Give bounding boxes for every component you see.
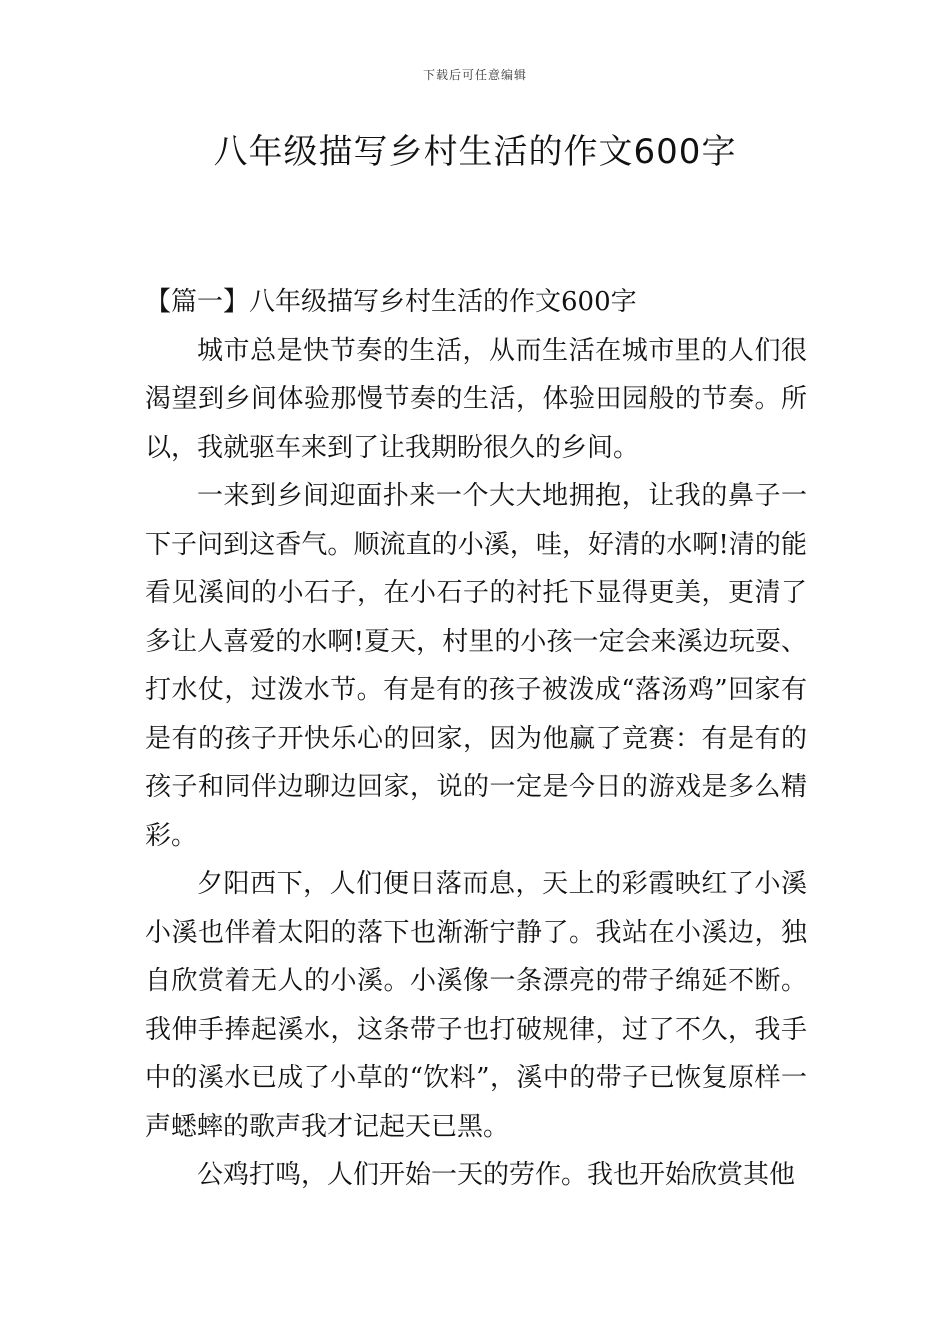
document-title: 八年级描写乡村生活的作文600字: [213, 132, 737, 172]
document-body: [145, 278, 807, 1200]
paragraph-1: 城市总是快节奏的生活，从而生活在城市里的人们很渴望到乡间体验那慢节奏的生活，体验田园般的节奏。所以，我就驱车来到了让我期盼很久的乡间。: [145, 335, 807, 463]
paragraph-4: 公鸡打鸣，人们开始一天的劳作。我也开始欣赏其他: [197, 1160, 796, 1190]
section-heading: 【篇一】八年级描写乡村生活的作文600字: [145, 287, 637, 317]
paragraph-3: 夕阳西下，人们便日落而息，天上的彩霞映红了小溪小溪也伴着太阳的落下也渐渐宁静了。我站在小溪边，独自欣赏着无人的小溪。小溪像一条漂亮的带子绵延不断。我伸手捧起溪水，这条带子也打破规律，过了不久，我手中的溪水已成了小草的“饮料”，溪中的带子已恢复原样一声蟋蟀的歌声我才记起天已黑。: [145, 869, 807, 1142]
header-note: 下载后可任意编辑: [422, 68, 527, 82]
paragraph-2: 一来到乡间迎面扑来一个大大地拥抱，让我的鼻子一下子问到这香气。顺流直的小溪，哇，好清的水啊!清的能看见溪间的小石子，在小石子的衬托下显得更美，更清了多让人喜爱的水啊!夏天，村里的小孩一定会来溪边玩耍、打水仗，过泼水节。有是有的孩子被泼成“落汤鸡”回家有是有的孩子开快乐心的回家，因为他赢了竞赛：有是有的孩子和同伴边聊边回家，说的一定是今日的游戏是多么精彩。: [145, 481, 807, 851]
